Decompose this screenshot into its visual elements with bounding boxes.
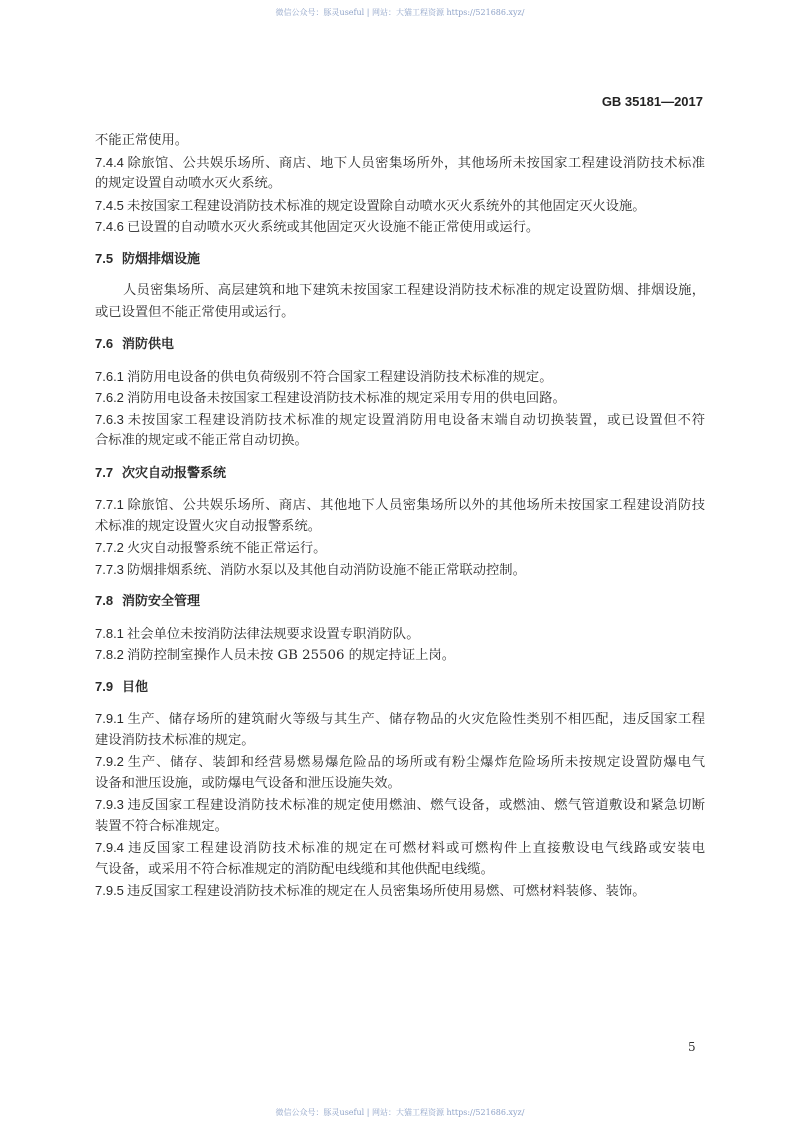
document-body	[95, 130, 705, 902]
line-text: 火灾自动报警系统不能正常运行。	[127, 541, 327, 556]
clause-item	[95, 537, 705, 559]
line-text: 人员密集场所、高层建筑和地下建筑未按国家工程建设消防技术标准的规定设置防烟、排烟设施，	[123, 283, 705, 298]
clause-number: 7.7.1	[95, 497, 124, 512]
line-text: 社会单位未按消防法律法规要求设置专职消防队。	[127, 626, 420, 642]
line-text: 消防用电设备的供电负荷级别不符合国家工程建设消防技术标准的规定。	[127, 369, 553, 385]
clause-item	[95, 494, 705, 537]
line-text: 设备和泄压设施，或防爆电气设备和泄压设施失效。	[95, 775, 401, 791]
clause-item	[95, 559, 705, 581]
clause-item	[95, 366, 705, 388]
line-text: 生产、储存场所的建筑耐火等级与其生产、储存物品的火灾危险性类别不相匹配，违反国家工程	[127, 712, 705, 727]
text-line	[95, 816, 705, 838]
section-heading	[95, 333, 705, 356]
text-line	[95, 623, 705, 645]
clause-number: 7.6.3	[95, 411, 124, 427]
text-line	[95, 130, 705, 152]
section-title: 消防供电	[122, 337, 175, 352]
line-text: 违反国家工程建设消防技术标准的规定在可燃材料或可燃构件上直接敷设电气线路或安装电	[127, 841, 705, 856]
clause-number: 7.7.3	[95, 561, 124, 577]
text-line	[95, 387, 705, 409]
section-title: 目他	[122, 679, 149, 695]
clause-item	[95, 644, 705, 666]
text-line	[95, 494, 705, 516]
text-line	[95, 559, 705, 581]
text-line	[95, 859, 705, 881]
text-line	[95, 751, 705, 773]
clause-item	[95, 623, 705, 645]
text-line	[95, 302, 705, 324]
clause-number: 7.4.4	[95, 154, 124, 170]
text-line	[95, 173, 705, 195]
standard-number: GB 35181—2017	[601, 94, 703, 109]
text-line	[95, 537, 705, 559]
section-heading	[95, 462, 705, 485]
clause-number: 7.9.3	[95, 797, 124, 812]
line-text: 除旅馆、公共娱乐场所、商店、其他地下人员密集场所以外的其他场所未按国家工程建设消防技	[127, 498, 705, 513]
text-line	[95, 409, 705, 431]
line-text: 消防控制室操作人员未按 GB 25506 的规定持证上岗。	[127, 648, 456, 663]
watermark-top: 微信公众号：豚灵useful | 网站：大猫工程资源 https://521686.xyz/	[275, 8, 525, 17]
line-text: 防烟排烟系统、消防水泵以及其他自动消防设施不能正常联动控制。	[127, 562, 526, 578]
text-line	[95, 794, 705, 816]
text-line	[95, 730, 705, 752]
line-text: 术标准的规定设置火灾自动报警系统。	[95, 518, 322, 534]
line-text: 合标准的规定或不能正常自动切换。	[95, 433, 308, 448]
clause-number: 7.7.2	[95, 540, 124, 555]
clause-number: 7.4.5	[95, 197, 124, 213]
text-line	[95, 195, 705, 217]
text-line	[95, 152, 705, 174]
text-line	[95, 216, 705, 238]
line-text: 违反国家工程建设消防技术标准的规定在人员密集场所使用易燃、可燃材料装修、装饰。	[127, 884, 646, 899]
text-line	[95, 516, 705, 538]
line-text: 的规定设置自动喷水灭火系统。	[95, 176, 282, 191]
text-line	[95, 837, 705, 859]
line-text: 不能正常使用。	[95, 133, 189, 148]
text-line	[95, 880, 705, 902]
line-text: 建设消防技术标准的规定。	[95, 732, 255, 748]
section-heading	[95, 676, 705, 699]
clause-number: 7.9.2	[95, 754, 124, 769]
section-heading	[95, 590, 705, 613]
section-heading	[95, 248, 705, 271]
line-text: 除旅馆、公共娱乐场所、商店、地下人员密集场所外，其他场所未按国家工程建设消防技术标准	[127, 155, 705, 171]
clause-item	[95, 837, 705, 880]
clause-item	[95, 387, 705, 409]
section-title: 防烟排烟设施	[122, 251, 201, 267]
clause-number: 7.4.6	[95, 219, 124, 234]
clause-item	[95, 152, 705, 195]
clause-number: 7.9.4	[95, 840, 124, 855]
line-text: 气设备，或采用不符合标准规定的消防配电线缆和其他供配电线缆。	[95, 861, 494, 877]
line-text: 未按国家工程建设消防技术标准的规定设置消防用电设备末端自动切换装置，或已设置但不符	[127, 412, 705, 428]
line-text: 装置不符合标准规定。	[95, 818, 228, 834]
text-line	[95, 773, 705, 795]
line-text: 违反国家工程建设消防技术标准的规定使用燃油、燃气设备，或燃油、燃气管道敷设和紧急切断	[127, 798, 705, 813]
clause-item	[95, 751, 705, 794]
clause-item	[95, 216, 705, 238]
section-number: 7.7	[95, 464, 114, 480]
text-line	[95, 366, 705, 388]
clause-number: 7.9.5	[95, 883, 124, 898]
line-text: 或已设置但不能正常使用或运行。	[95, 304, 295, 320]
section-number: 7.5	[95, 250, 114, 266]
clause-item	[95, 130, 705, 152]
line-text: 已设置的自动喷水灭火系统或其他固定灭火设施不能正常使用或运行。	[127, 220, 540, 235]
section-number: 7.9	[95, 678, 114, 694]
paragraph	[95, 280, 705, 323]
line-text: 消防用电设备未按国家工程建设消防技术标准的规定采用专用的供电回路。	[127, 391, 566, 406]
text-line	[95, 280, 705, 302]
line-text: 未按国家工程建设消防技术标准的规定设置除自动喷水灭火系统外的其他固定灭火设施。	[127, 198, 646, 214]
clause-number: 7.6.1	[95, 368, 124, 384]
text-line	[95, 708, 705, 730]
clause-item	[95, 794, 705, 837]
section-number: 7.8	[95, 593, 114, 608]
clause-item	[95, 195, 705, 217]
watermark-bottom: 微信公众号：豚灵useful | 网站：大猫工程资源 https://521686.xyz/	[275, 1108, 525, 1117]
text-line	[95, 644, 705, 666]
text-line	[95, 430, 705, 452]
section-title: 次灾自动报警系统	[122, 465, 227, 481]
page-number: 5	[688, 1040, 696, 1054]
clause-item	[95, 409, 705, 452]
clause-number: 7.8.2	[95, 647, 124, 662]
clause-number: 7.9.1	[95, 711, 124, 726]
clause-number: 7.8.1	[95, 625, 124, 641]
line-text: 生产、储存、装卸和经营易燃易爆危险品的场所或有粉尘爆炸危险场所未按规定设置防爆电气	[127, 755, 705, 770]
clause-number: 7.6.2	[95, 390, 124, 405]
section-number: 7.6	[95, 336, 114, 351]
clause-item	[95, 880, 705, 902]
section-title: 消防安全管理	[122, 594, 201, 609]
clause-item	[95, 708, 705, 751]
